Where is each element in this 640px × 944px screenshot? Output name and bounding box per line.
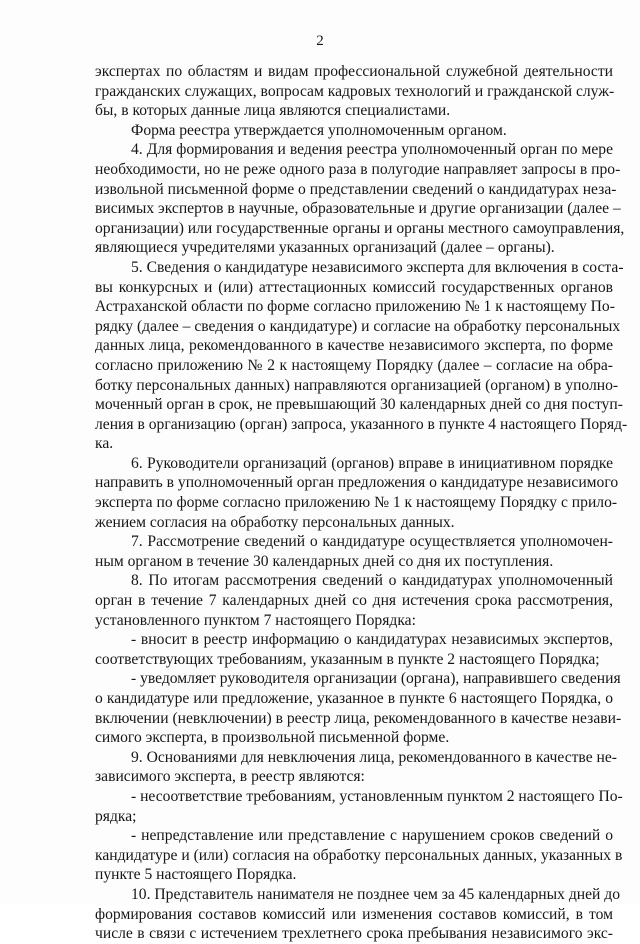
text-line: кандидатуре и (или) согласия на обработку персональных данных, указанных в: [95, 846, 623, 864]
text-line: 6. Руководители организаций (органов) вправе в инициативном порядке: [131, 454, 613, 472]
text-line: 9. Основаниями для невключения лица, рекомендованного в качестве не-: [131, 748, 617, 766]
text-line: бы, в которых данные лица являются специалистами.: [95, 102, 451, 120]
text-line: 10. Представитель нанимателя не позднее чем за 45 календарных дней до: [131, 885, 621, 903]
text-line: - непредставление или представление с нарушением сроков сведений о: [131, 827, 613, 845]
text-line: ботку персональных данных) направляются организацией (органом) в уполно-: [95, 376, 619, 394]
text-line: являющиеся учредителями указанных организаций (далее – органы).: [95, 239, 555, 257]
text-line: Астраханской области по форме согласно приложению № 1 к настоящему По-: [95, 298, 615, 316]
text-line: соответствующих требованиям, указанным в пункте 2 настоящего Порядка;: [95, 650, 600, 668]
page-number: 2: [316, 33, 324, 49]
text-line: 7. Рассмотрение сведений о кандидатуре осуществляется уполномочен-: [131, 533, 613, 551]
text-line: формирования составов комиссий или изменения составов комиссий, в том: [95, 905, 613, 923]
text-line: о кандидатуре или предложение, указанное в пункте 6 настоящего Порядка, о: [95, 690, 613, 707]
text-line: числе в связи с истечением трехлетнего срока пребывания независимого экс-: [95, 925, 613, 943]
text-line: моченный орган в срок, не превышающий 30 календарных дней со дня поступ-: [95, 396, 623, 414]
text-line: 8. По итогам рассмотрения сведений о кандидатурах уполномоченный: [131, 572, 613, 590]
text-line: необходимости, но не реже одного раза в полугодие направляет запросы в про-: [95, 160, 621, 178]
text-line: ления в организацию (орган) запроса, указанного в пункте 4 настоящего Поряд-: [95, 415, 628, 433]
text-line: - вносит в реестр информацию о кандидатурах независимых экспертов,: [131, 631, 613, 649]
text-line: 5. Сведения о кандидатуре независимого эксперта для включения в соста-: [131, 258, 624, 276]
text-line: ка.: [95, 435, 114, 453]
text-line: Форма реестра утверждается уполномоченным органом.: [131, 121, 507, 139]
text-line: симого эксперта, в произвольной письменной форме.: [95, 729, 450, 747]
text-line: - уведомляет руководителя организации (органа), направившего сведения: [131, 670, 621, 688]
text-line: направить в уполномоченный орган предложения о кандидатуре независимого: [95, 474, 619, 492]
text-line: организации) или государственные органы и органы местного самоуправления,: [95, 219, 625, 237]
text-line: экспертах по областям и видам профессиональной служебной деятельности: [95, 63, 613, 80]
text-line: ным органом в течение 30 календарных дней со дня их поступления.: [95, 552, 554, 570]
text-line: 4. Для формирования и ведения реестра уполномоченный орган по мере: [131, 141, 613, 159]
text-line: включении (невключении) в реестр лица, рекомендованного в качестве незави-: [95, 709, 622, 727]
text-line: рядку (далее – сведения о кандидатуре) и согласие на обработку персональных: [95, 317, 621, 335]
text-line: висимых экспертов в научные, образовательные и другие организации (далее –: [95, 200, 621, 218]
text-line: гражданских служащих, вопросам кадровых технологий и гражданской служ-: [95, 82, 615, 100]
text-line: зависимого эксперта, в реестр являются:: [95, 768, 365, 786]
text-line: жением согласия на обработку персональных данных.: [95, 513, 455, 531]
text-line: эксперта по форме согласно приложению № 1 к настоящему Порядку с прило-: [95, 494, 618, 512]
text-line: рядка;: [95, 807, 137, 825]
text-line: установленного пунктом 7 настоящего Порядка:: [95, 611, 416, 629]
text-line: данных лица, рекомендованного в качестве независимого эксперта, по форме: [95, 337, 613, 355]
text-line: согласно приложению № 2 к настоящему Порядку (далее – согласие на обра-: [95, 356, 613, 374]
text-line: извольной письменной форме о представлении сведений о кандидатурах неза-: [95, 180, 617, 198]
text-line: вы конкурсных и (или) аттестационных комиссий государственных органов: [95, 278, 613, 296]
text-line: пункте 5 настоящего Порядка.: [95, 866, 297, 884]
document-body: [95, 62, 628, 944]
text-line: орган в течение 7 календарных дней со дня истечения срока рассмотрения,: [95, 592, 613, 610]
text-line: - несоответствие требованиям, установленным пунктом 2 настоящего По-: [131, 787, 623, 805]
